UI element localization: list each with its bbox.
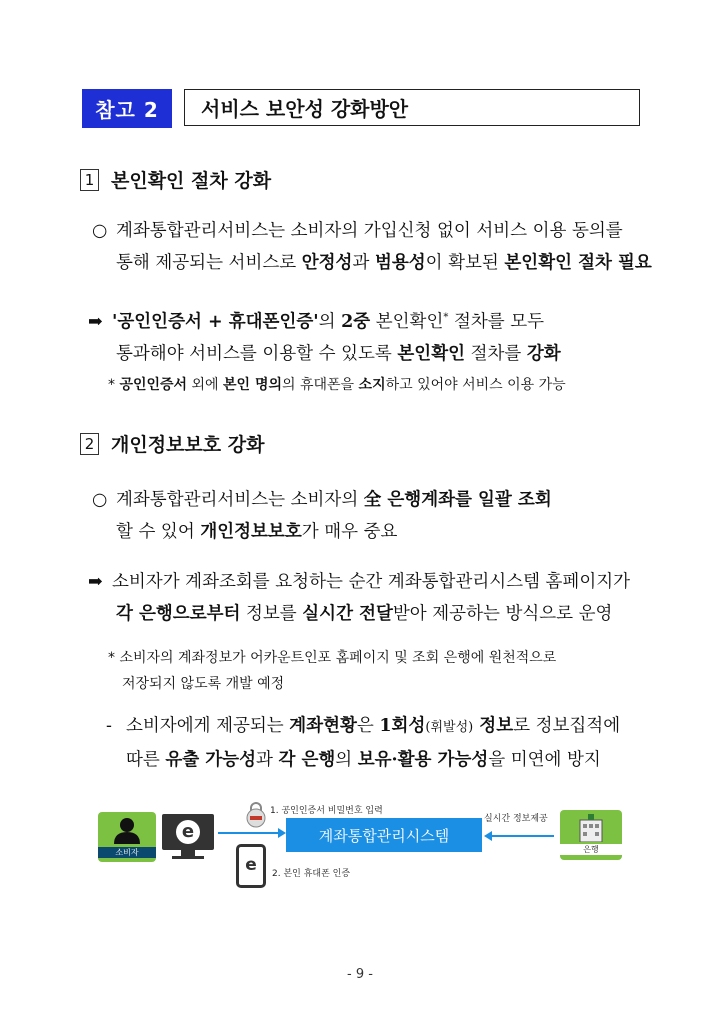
section-title: 본인확인 절차 강화: [111, 170, 272, 192]
bank-box: [560, 810, 622, 860]
section-number: 1: [80, 169, 99, 191]
arrow-right-icon: [278, 828, 286, 838]
section-1-heading: [80, 166, 271, 193]
arrow-line: [218, 832, 280, 834]
page-title: 서비스 보안성 강화방안: [184, 89, 640, 126]
system-box: 계좌통합관리시스템: [286, 818, 482, 852]
footnote-1: * 공인인증서 외에 본인 명의의 휴대폰을 소지하고 있어야 서비스 이용 가능: [108, 377, 566, 393]
section-2-heading: [80, 430, 264, 457]
section-number: 2: [80, 433, 99, 455]
dash-bullet: -: [106, 716, 112, 736]
step-1-label: 1. 공인인증서 비밀번호 입력: [270, 806, 383, 816]
step-2-label: 2. 본인 휴대폰 인증: [272, 869, 351, 879]
arrow-line: [492, 835, 554, 837]
mobile-phone-icon: e: [236, 844, 266, 888]
footnote-2: * 소비자의 계좌정보가 어카운트인포 홈페이지 및 조회 은행에 원천적으로 저장되지 않도록 개발 예정: [108, 650, 557, 692]
arrow-bullet-icon: ➡: [88, 572, 103, 592]
circle-bullet: ○: [92, 490, 108, 510]
arrow-left-icon: [484, 831, 492, 841]
bank-building-icon: [578, 814, 604, 842]
paragraph-1-1: ○ 계좌통합관리서비스는 소비자의 가입신청 없이 서비스 이용 동의를 통해 제공되는 서비스로 안정성과 범용성이 확보된 본인확인 절차 필요: [92, 215, 652, 279]
monitor-base: [172, 856, 204, 859]
service-flow-diagram: [96, 800, 636, 890]
section-title: 개인정보보호 강화: [111, 434, 265, 456]
arrow-bullet-icon: ➡: [88, 311, 103, 332]
paragraph-2-3: - 소비자에게 제공되는 계좌현황은 1회성(휘발성) 정보로 정보집적에 따른 유출 가능성과 각 은행의 보유·활용 가능성을 미연에 방지: [106, 710, 656, 776]
circle-bullet: ○: [92, 221, 108, 241]
person-icon: [112, 816, 142, 844]
consumer-label: 소비자: [98, 847, 156, 858]
paragraph-2-2: ➡ 소비자가 계좌조회를 요청하는 순간 계좌통합관리시스템 홈페이지가 각 은행으로부터 정보를 실시간 전달받아 제공하는 방식으로 운영: [88, 566, 658, 630]
realtime-label: 실시간 정보제공: [484, 814, 548, 824]
page-number: - 9 -: [347, 967, 373, 982]
reference-badge: 참고 2: [82, 89, 172, 128]
paragraph-1-2: ➡ '공인인증서 + 휴대폰인증'의 2중 본인확인* 절차를 모두 통과해야 서비스를 이용할 수 있도록 본인확인 절차를 강화: [88, 302, 648, 370]
paragraph-2-1: ○ 계좌통합관리서비스는 소비자의 全 은행계좌를 일괄 조회 할 수 있어 개인정보보호가 매우 중요: [92, 484, 652, 548]
computer-monitor-icon: e: [162, 814, 214, 850]
consumer-box: [98, 812, 156, 862]
lock-icon: [244, 800, 268, 828]
bank-label: 은행: [560, 844, 622, 855]
